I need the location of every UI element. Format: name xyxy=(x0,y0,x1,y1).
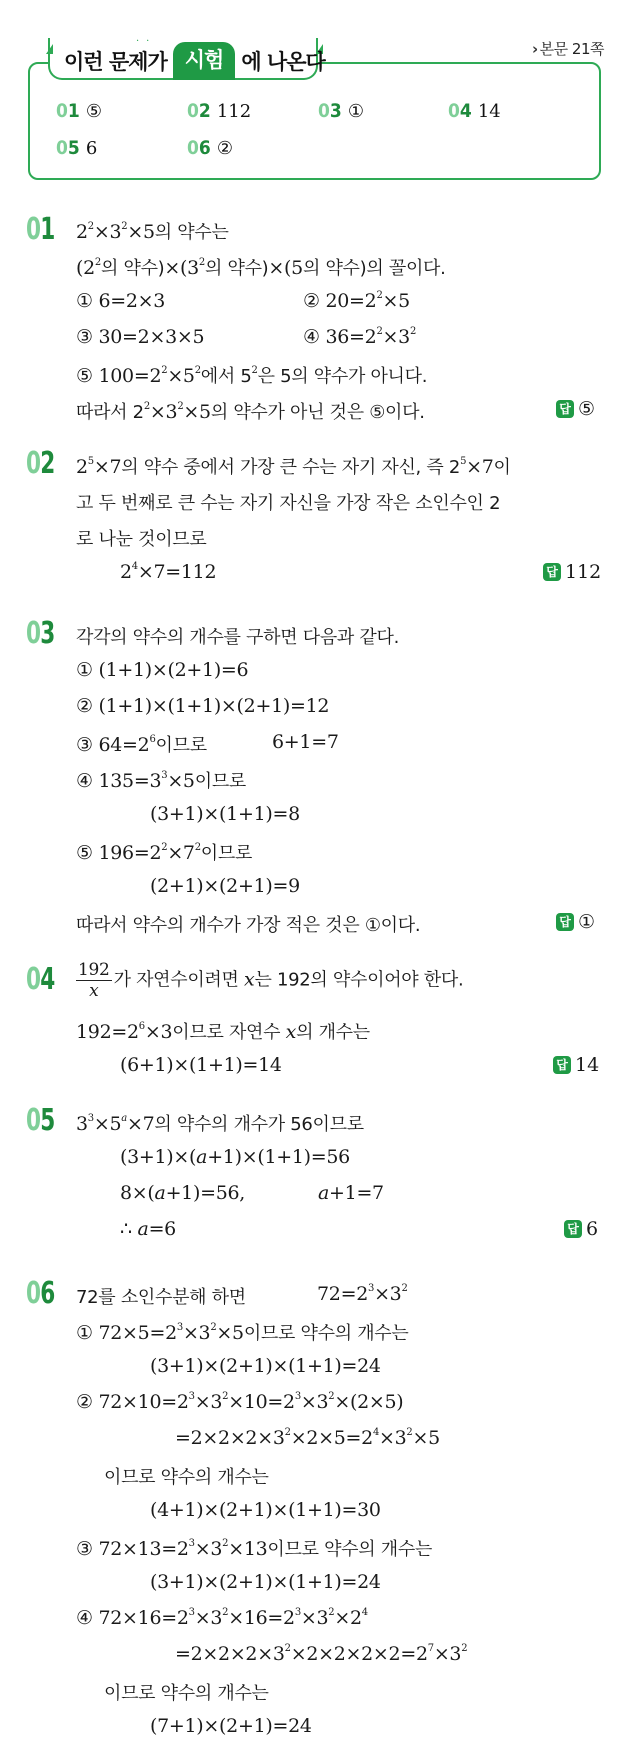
answer-item: 06 ② xyxy=(187,137,233,159)
banner-highlight: 시험 xyxy=(173,42,236,80)
solution-line: (3+1)×(a+1)×(1+1)=56 xyxy=(120,1146,350,1168)
solution-line: (2+1)×(2+1)=9 xyxy=(150,875,300,897)
solution-line: ⑤ $100=2^2\times 5^2$에서 $5^2$은 5의 약수가 아니다. xyxy=(76,365,428,387)
problem-number-06: 06 xyxy=(26,1276,55,1311)
solution-line: ① $72\times 5=2^3\times 3^2\times 5$이므로 약수의 개수는 xyxy=(76,1322,409,1344)
solution-line: $=2\times 2\times 2\times 3^2\times 2\times 2\times 2\times 2=2^7\times 3^2$ xyxy=(175,1643,468,1665)
problem-number-05: 05 xyxy=(26,1103,55,1138)
solution-line: 이므로 약수의 개수는 xyxy=(104,1683,269,1704)
solution-line: (6+1)×(1+1)=14 xyxy=(120,1054,282,1076)
solution-line: ③ 30=2×3×5 xyxy=(76,326,205,348)
solution-line: 따라서 $2^2\times 3^2\times 5$의 약수가 아닌 것은 ⑤이다. xyxy=(76,401,425,423)
answer-item: 05 6 xyxy=(56,137,98,159)
fraction: $\frac{192}{x}$ xyxy=(78,960,110,1001)
answer-item: 02 112 xyxy=(187,100,252,122)
solution-line: $\frac{192}{x}$ 가 자연수이려면 x는 192의 약수이어야 한다. xyxy=(78,960,464,1001)
answer-item: 03 ① xyxy=(318,100,364,122)
answer-label: 답 xyxy=(556,400,574,418)
solution-line: $2^2\times 3^2\times 5$의 약수는 xyxy=(76,221,229,243)
solution-line: (3+1)×(1+1)=8 xyxy=(150,803,300,825)
answer-badge: 답 14 xyxy=(553,1054,599,1076)
answer-badge: 답 ① xyxy=(556,911,595,933)
banner-corner-left xyxy=(46,44,53,54)
problem-number-03: 03 xyxy=(26,616,55,651)
emphasis-dots: ·· xyxy=(136,36,157,47)
solution-line: ① (1+1)×(2+1)=6 xyxy=(76,659,249,681)
solution-line: (3+1)×(2+1)×(1+1)=24 xyxy=(150,1355,381,1377)
solution-line: $2^4\times 7=112$ xyxy=(120,561,217,583)
answer-badge: 답 6 xyxy=(564,1218,598,1240)
answer-item: 04 14 xyxy=(448,100,501,122)
solution-line: 이므로 약수의 개수는 xyxy=(104,1467,269,1488)
solution-line: $3^3\times 5^a\times 7$의 약수의 개수가 56이므로 xyxy=(76,1113,364,1135)
solution-line: $2^5\times 7$의 약수 중에서 가장 큰 수는 자기 자신, 즉 $2^5\times 7$이 xyxy=(76,456,511,478)
solution-line: 로 나눈 것이므로 xyxy=(76,529,207,550)
problem-number-04: 04 xyxy=(26,962,55,997)
solution-line: ② $72\times 10=2^3\times 3^2\times 10=2^3\times 3^2\times(2\times 5)$ xyxy=(76,1391,404,1413)
solution-line: ④ $72\times 16=2^3\times 3^2\times 16=2^3\times 3^2\times 2^4$ xyxy=(76,1607,368,1629)
solution-line: (3+1)×(2+1)×(1+1)=24 xyxy=(150,1571,381,1593)
solution-line: a+1=7 xyxy=(318,1182,384,1204)
chevron-right-icon: › xyxy=(531,40,538,58)
solution-line: ② $20=2^2\times 5$ xyxy=(303,290,410,312)
solution-line: ④ $36=2^2\times 3^2$ xyxy=(303,326,417,348)
answer-badge: 답 ⑤ xyxy=(556,398,595,420)
solution-line: $192=2^6\times 3$이므로 자연수 x의 개수는 xyxy=(76,1021,370,1043)
answer-item: 01 ⑤ xyxy=(56,100,102,122)
solution-line: 고 두 번째로 큰 수는 자기 자신을 가장 작은 소인수인 2 xyxy=(76,493,501,514)
solution-line: ③ $64=2^6$이므로 xyxy=(76,734,207,756)
banner-title: 이런 문제가 시험 에 나온다 xyxy=(64,44,325,82)
solution-line: ∴ a=6 xyxy=(120,1218,176,1240)
solution-line: (4+1)×(2+1)×(1+1)=30 xyxy=(150,1499,381,1521)
problem-number-01: 01 xyxy=(26,212,55,247)
solution-line: ① 6=2×3 xyxy=(76,290,166,312)
solution-line: ② (1+1)×(1+1)×(2+1)=12 xyxy=(76,695,330,717)
solution-line: (7+1)×(2+1)=24 xyxy=(150,1715,312,1737)
solution-line: ④ $135=3^3\times 5$이므로 xyxy=(76,770,246,792)
solution-line: 8×(a+1)=56, xyxy=(120,1182,246,1204)
solution-line: 6+1=7 xyxy=(272,731,339,753)
solution-line: $=2\times 2\times 2\times 3^2\times 2\times 5=2^4\times 3^2\times 5$ xyxy=(175,1427,440,1449)
solution-line: 각각의 약수의 개수를 구하면 다음과 같다. xyxy=(76,627,400,648)
problem-number-02: 02 xyxy=(26,446,55,481)
solution-line: 72를 소인수분해 하면 xyxy=(76,1287,246,1308)
solution-line: ③ $72\times 13=2^3\times 3^2\times 13$이므로 약수의 개수는 xyxy=(76,1538,433,1560)
solution-line: 따라서 약수의 개수가 가장 적은 것은 ①이다. xyxy=(76,915,421,936)
solution-line: $72=2^3\times 3^2$ xyxy=(317,1283,408,1305)
solution-line: ($2^2$의 약수)$\times(3^2$의 약수)×(5의 약수)의 꼴이다. xyxy=(76,257,446,279)
page-reference: › 본문 21쪽 xyxy=(531,40,604,58)
answer-badge: 답 112 xyxy=(543,561,601,583)
solution-line: ⑤ $196=2^2\times 7^2$이므로 xyxy=(76,842,253,864)
